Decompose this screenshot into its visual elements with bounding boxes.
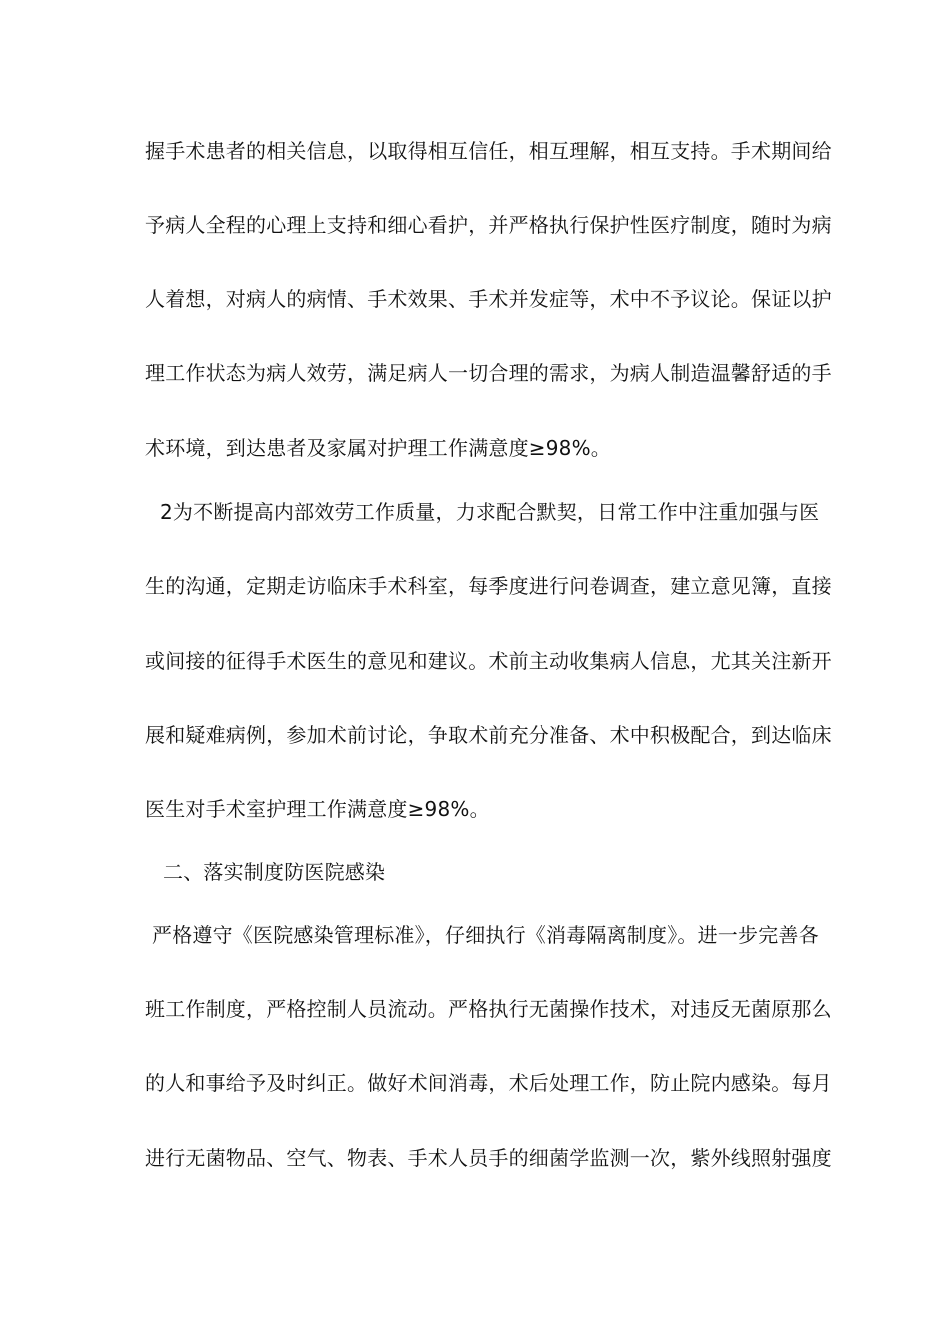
paragraph-line: 生的沟通，定期走访临床手术科室，每季度进行问卷调查，建立意见簿，直接 [145,574,832,598]
section-heading: 二、落实制度防医院感染 [163,860,386,884]
paragraph-line: 术环境，到达患者及家属对护理工作满意度≥98%。 [145,436,612,460]
paragraph-line: 医生对手术室护理工作满意度≥98%。 [145,797,490,821]
paragraph-line: 或间接的征得手术医生的意见和建议。术前主动收集病人信息，尤其关注新开 [145,649,832,673]
paragraph-line: 予病人全程的心理上支持和细心看护，并严格执行保护性医疗制度，随时为病 [145,213,832,237]
paragraph-line: 2为不断提高内部效劳工作质量，力求配合默契，日常工作中注重加强与医 [160,500,820,524]
paragraph-line: 严格遵守《医院感染管理标准》，仔细执行《消毒隔离制度》。进一步完善各 [152,923,819,947]
paragraph-line: 握手术患者的相关信息，以取得相互信任，相互理解，相互支持。手术期间给 [145,139,832,163]
paragraph-line: 理工作状态为病人效劳，满足病人一切合理的需求，为病人制造温馨舒适的手 [145,361,832,385]
paragraph-line: 人着想，对病人的病情、手术效果、手术并发症等，术中不予议论。保证以护 [145,287,832,311]
paragraph-line: 的人和事给予及时纠正。做好术间消毒，术后处理工作，防止院内感染。每月 [145,1071,832,1095]
paragraph-line: 班工作制度，严格控制人员流动。严格执行无菌操作技术，对违反无菌原那么 [145,997,832,1021]
paragraph-line: 展和疑难病例，参加术前讨论，争取术前充分准备、术中积极配合，到达临床 [145,723,832,747]
paragraph-line: 进行无菌物品、空气、物表、手术人员手的细菌学监测一次，紫外线照射强度 [145,1146,832,1170]
